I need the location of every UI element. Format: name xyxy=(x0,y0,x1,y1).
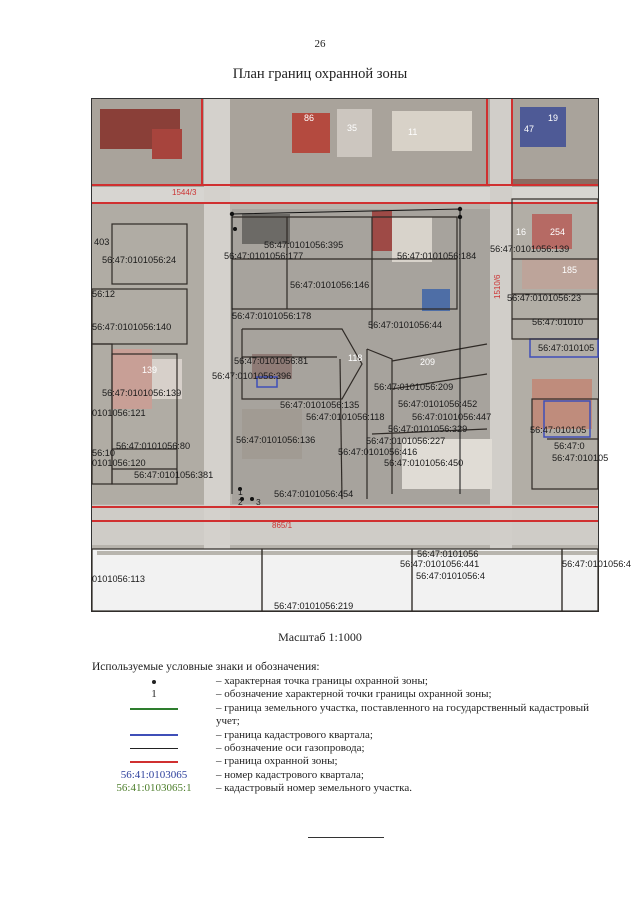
building-number: 118 xyxy=(348,353,363,363)
legend-text: – номер кадастрового квартала; xyxy=(216,768,364,781)
zone-boundary-line-icon xyxy=(130,761,178,763)
parcel-label: 56:47:0101056:184 xyxy=(397,251,477,261)
legend-symbol-text: 56:41:0103065:1 xyxy=(116,782,192,795)
parcel-label: 56:47:0101056:136 xyxy=(236,435,316,445)
legend-item xyxy=(92,675,612,688)
parcel-label: 56:47:0101056:135 xyxy=(280,400,360,410)
road-label: 1510/6 xyxy=(493,274,502,299)
legend-item xyxy=(92,688,612,701)
parcel-label: 56:47:010105 xyxy=(538,343,595,353)
building-number: 139 xyxy=(142,365,158,375)
parcel-label: 56:47:0101056:24 xyxy=(102,255,177,265)
building-number: 254 xyxy=(550,227,566,237)
map-scale: Масштаб 1:1000 xyxy=(278,630,362,644)
parcel-label: 56:47:0101056:381 xyxy=(134,470,214,480)
legend-item xyxy=(92,702,612,729)
parcel-boundary-line-icon xyxy=(130,708,178,710)
parcel-label: 56:47:0101056:80 xyxy=(116,441,191,451)
building-number: 209 xyxy=(420,357,436,367)
parcel-label: 56:47:010105 xyxy=(552,453,609,463)
legend-item xyxy=(92,769,612,782)
building-number: 47 xyxy=(524,124,535,134)
legend-symbol-text: 56:41:0103065 xyxy=(120,768,188,781)
zone-map xyxy=(91,98,631,612)
parcel-label: 56:47:0101056:4 xyxy=(416,571,485,581)
point-number: 2 xyxy=(238,497,243,507)
parcel-label: 56:47:0101056:219 xyxy=(274,601,354,611)
legend-item xyxy=(92,782,612,795)
parcel-label: 56:47:0101056:139 xyxy=(102,388,182,398)
parcel-label: 56:47:0101056:454 xyxy=(274,489,354,499)
building-number: 35 xyxy=(347,123,358,133)
parcel-label: 56:47:0101056:329 xyxy=(388,424,468,434)
parcel-label: 56:47:0101056:441 xyxy=(400,559,480,569)
document-title: План границ охранной зоны xyxy=(232,66,408,82)
parcel-label: 56:47:0101056:140 xyxy=(92,322,172,332)
parcel-label: 0101056:120 xyxy=(92,458,146,468)
page-number: 26 xyxy=(314,38,326,50)
parcel-label: 56:47:0101056:178 xyxy=(232,311,312,321)
parcel-label: 56:10 xyxy=(92,448,115,458)
parcel-label: 56:47:0101056:209 xyxy=(374,382,454,392)
road-label: 1544/3 xyxy=(172,188,197,197)
pipeline-axis-line-icon xyxy=(130,748,178,749)
parcel-label: 56:47:0101056 xyxy=(417,549,479,559)
point-marker-icon xyxy=(152,680,156,684)
parcel-label: 56:47:0101056:177 xyxy=(224,251,304,261)
parcel-label: 56:47:0 xyxy=(554,441,585,451)
parcel-label: 56:47:0101056:4 xyxy=(562,559,631,569)
footer-rule xyxy=(308,837,384,838)
legend-item xyxy=(92,742,612,755)
quarter-boundary-line-icon xyxy=(130,734,178,736)
legend-text: – обозначение характерной точки границы охранной зоны; xyxy=(216,688,492,701)
building-number: 16 xyxy=(516,227,527,237)
road-label: 865/1 xyxy=(272,521,293,530)
legend-item xyxy=(92,755,612,768)
point-number: 3 xyxy=(256,497,261,507)
parcel-label: 56:47:0101056:395 xyxy=(264,240,344,250)
point-number: 1 xyxy=(238,487,243,497)
legend xyxy=(92,675,612,796)
parcel-label: 56:47:0101056:146 xyxy=(290,280,370,290)
legend-text: – граница охранной зоны; xyxy=(216,755,338,768)
parcel-label: 56:12 xyxy=(92,289,115,299)
parcel-label: 56:47:0101056:452 xyxy=(398,399,478,409)
parcel-label: 56:47:0101056:447 xyxy=(412,412,492,422)
building-number: 11 xyxy=(408,127,418,137)
building-number: 185 xyxy=(562,265,578,275)
parcel-label: 56:47:0101056:23 xyxy=(507,293,582,303)
legend-text: – характерная точка границы охранной зоны; xyxy=(216,675,428,687)
legend-text: – кадастровый номер земельного участка. xyxy=(216,782,412,795)
parcel-label: 56:47:0101056:416 xyxy=(338,447,418,457)
legend-text: – граница земельного участка, поставленного на государственный кадастровый учет; xyxy=(216,701,589,728)
legend-symbol-text: 1 xyxy=(151,688,157,701)
legend-text: – граница кадастрового квартала; xyxy=(216,728,373,741)
legend-heading: Используемые условные знаки и обозначения: xyxy=(92,661,320,673)
parcel-label: 0101056:121 xyxy=(92,408,146,418)
parcel-label: 56:47:0101056:44 xyxy=(368,320,443,330)
legend-item xyxy=(92,729,612,742)
parcel-label: 403 xyxy=(94,237,110,247)
parcel-label: 56:47:0101056:118 xyxy=(306,412,385,422)
building-number: 19 xyxy=(548,113,559,123)
parcel-label: 56:47:0101056:139 xyxy=(490,244,570,254)
parcel-label: 56:47:01010 xyxy=(532,317,584,327)
parcel-label: 56:47:0101056:81 xyxy=(234,356,309,366)
parcel-label: 56:47:0101056:227 xyxy=(366,436,446,446)
parcel-label: 56:47:010105 xyxy=(530,425,587,435)
parcel-label: 0101056:113 xyxy=(92,574,145,584)
legend-text: – обозначение оси газопровода; xyxy=(216,742,365,755)
building-number: 86 xyxy=(304,113,315,123)
parcel-label: 56:47:0101056:450 xyxy=(384,458,464,468)
parcel-label: 56:47:0101056:396 xyxy=(212,371,292,381)
